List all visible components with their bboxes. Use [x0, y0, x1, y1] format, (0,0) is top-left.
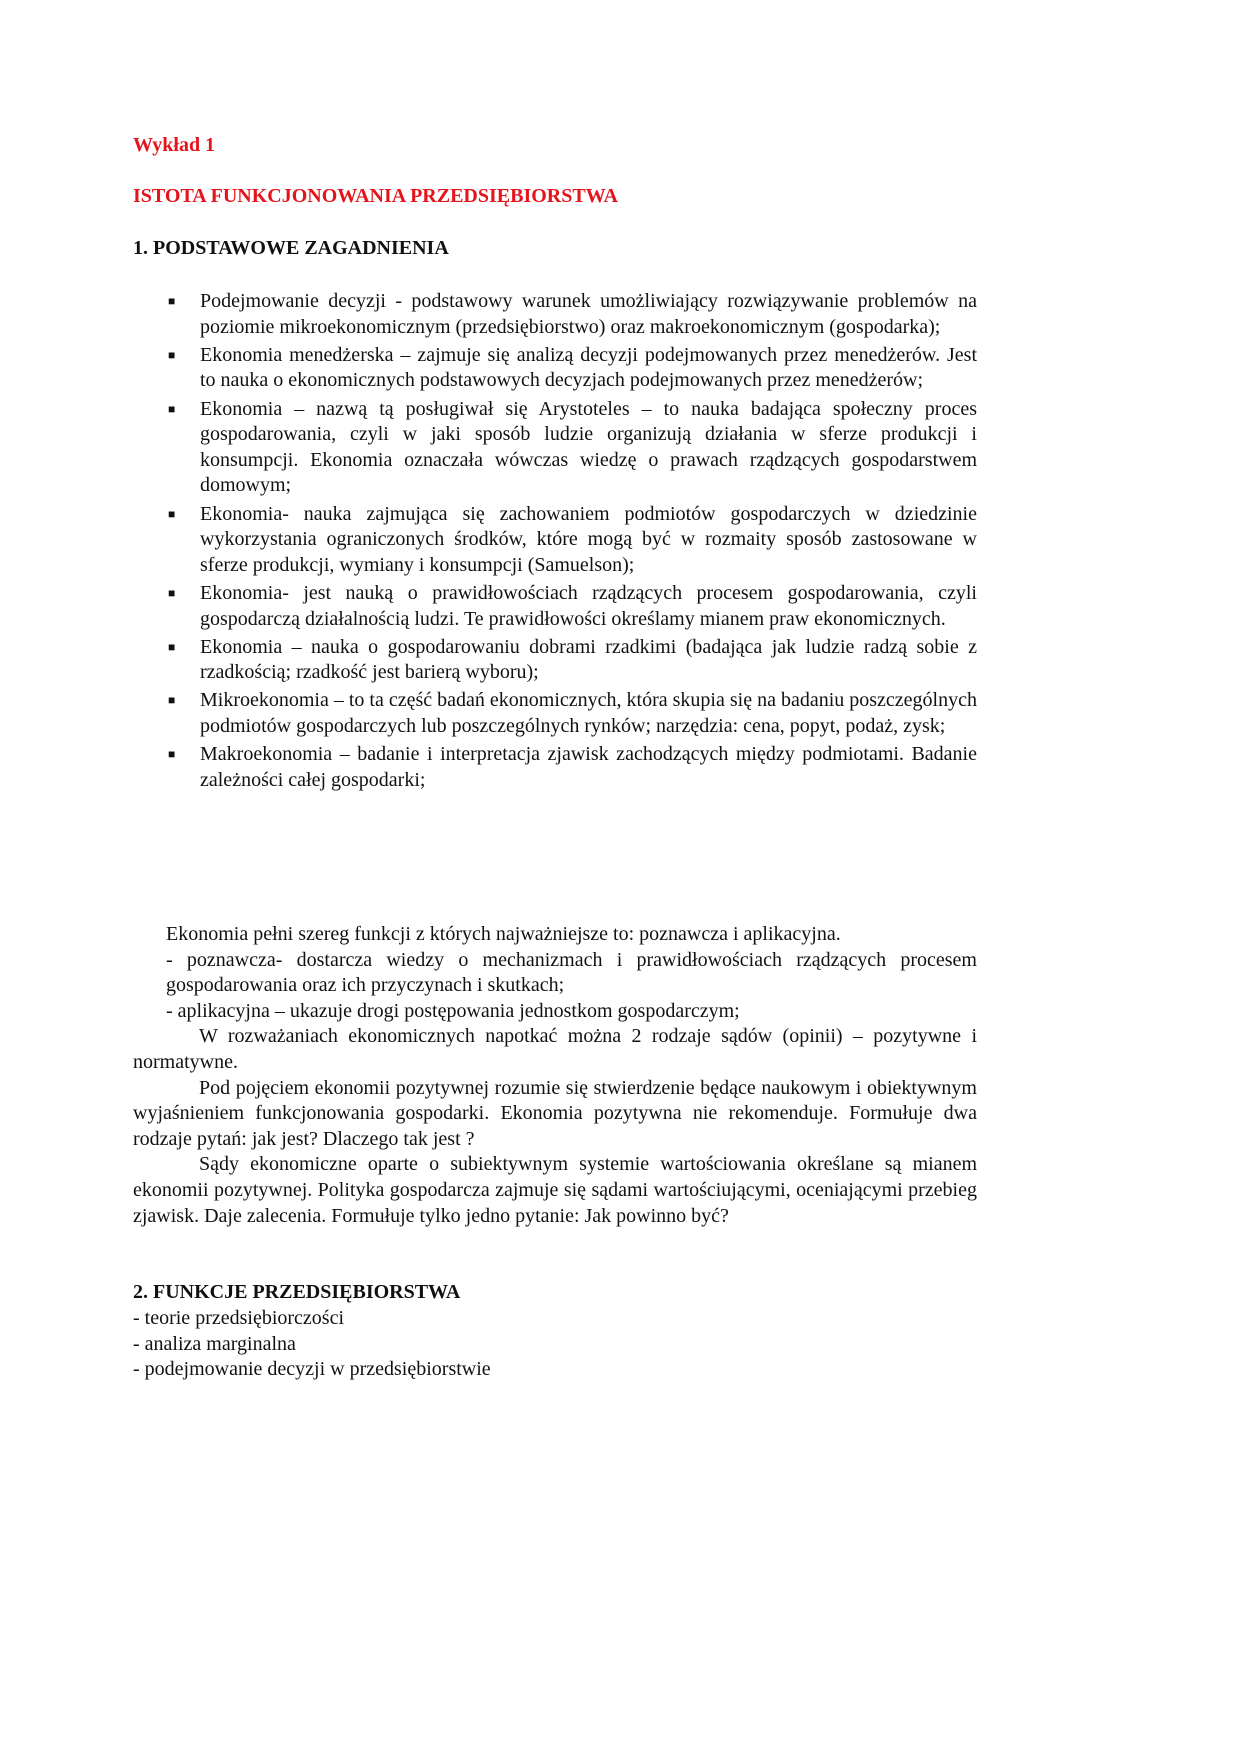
bullet-text: Podejmowanie decyzji - podstawowy warunek umożliwiający rozwiązywanie problemów na poziomie mikroekonomicznym (przedsiębiorstwo) oraz makroekonomicznym (gospodarka); — [200, 290, 977, 338]
bullet-item — [133, 502, 977, 579]
square-bullet-icon: ■ — [168, 639, 176, 654]
bullet-text: Mikroekonomia – to ta część badań ekonomicznych, która skupia się na badaniu poszczególnych podmiotów gospodarczych lub poszczególnych rynków; narzędzia: cena, popyt, podaż, zysk; — [200, 689, 977, 738]
function-poznawcza: - poznawcza- dostarcza wiedzy o mechanizmach i prawidłowościach rządzących procesem gospodarowania oraz ich przyczynach i skutkach; — [166, 948, 977, 997]
square-bullet-icon: ■ — [168, 506, 176, 521]
section-2-heading: 2. FUNKCJE PRZEDSIĘBIORSTWA — [133, 1281, 461, 1303]
section-2-item: - analiza marginalna — [133, 1332, 296, 1355]
bullet-item — [133, 397, 977, 499]
square-bullet-icon: ■ — [168, 693, 176, 708]
square-bullet-icon: ■ — [168, 585, 176, 600]
main-title: ISTOTA FUNKCJONOWANIA PRZEDSIĘBIORSTWA — [133, 185, 618, 207]
section-1-body — [133, 922, 977, 1229]
square-bullet-icon: ■ — [168, 347, 176, 362]
bullet-text: Ekonomia – nazwą tą posługiwał się Arystoteles – to nauka badająca społeczny proces gospodarowania, czyli w jaki sposób ludzie organizują działania w sferze produkcji i konsumpcji. Ekonomia oznaczała wówczas wiedzę o prawach rządzących gospodarstwem domowym; — [200, 397, 977, 497]
bullet-text: Ekonomia- jest nauką o prawidłowościach rządzących procesem gospodarowania, czyli gospodarczą działalnością ludzi. Te prawidłowości określamy mianem praw ekonomicznych. — [200, 581, 977, 630]
lecture-title: Wykład 1 — [133, 134, 216, 156]
paragraph-positive-economics: Pod pojęciem ekonomii pozytywnej rozumie się stwierdzenie będące naukowym i obiektywnym wyjaśnieniem funkcjonowania gospodarki. Ekonomia pozytywna nie rekomenduje. Formułuje dwa rodzaje pytań: jak jest? Dlaczego tak jest ? — [133, 1076, 977, 1150]
square-bullet-icon: ■ — [168, 747, 176, 762]
function-aplikacyjna: - aplikacyjna – ukazuje drogi postępowania jednostkom gospodarczym; — [166, 999, 740, 1022]
functions-block — [166, 922, 977, 1024]
square-bullet-icon: ■ — [168, 401, 176, 416]
section-1-bullet-list — [133, 289, 977, 796]
functions-intro: Ekonomia pełni szereg funkcji z których najważniejsze to: poznawcza i aplikacyjna. — [166, 923, 841, 945]
paragraph-normative-economics: Sądy ekonomiczne oparte o subiektywnym systemie wartościowania określane są mianem ekonomii pozytywnej. Polityka gospodarcza zajmuje się sądami wartościującymi, oceniającymi przebieg zjawisk. Daje zalecenia. Formułuje tylko jedno pytanie: Jak powinno być? — [133, 1153, 977, 1227]
section-2-item: - podejmowanie decyzji w przedsiębiorstwie — [133, 1358, 491, 1381]
bullet-text: Makroekonomia – badanie i interpretacja zjawisk zachodzących między podmiotami. Badanie zależności całej gospodarki; — [200, 743, 977, 791]
bullet-item — [133, 581, 977, 632]
bullet-text: Ekonomia menedżerska – zajmuje się analizą decyzji podejmowanych przez menedżerów. Jest to nauka o ekonomicznych podstawowych decyzjach podejmowanych przez menedżerów; — [200, 343, 977, 392]
bullet-text: Ekonomia- nauka zajmująca się zachowaniem podmiotów gospodarczych w dziedzinie wykorzystania ograniczonych środków, które mogą być w rozmaity sposób zastosowane w sferze produkcji, wymiany i konsumpcji (Samuelson); — [200, 502, 977, 576]
bullet-text: Ekonomia – nauka o gospodarowaniu dobrami rzadkimi (badająca jak ludzie radzą sobie z rzadkością; rzadkość jest barierą wyboru); — [200, 635, 977, 684]
square-bullet-icon: ■ — [168, 294, 176, 308]
bullet-item — [133, 635, 977, 686]
section-1-heading: 1. PODSTAWOWE ZAGADNIENIA — [133, 237, 449, 259]
bullet-item — [133, 688, 977, 739]
bullet-item — [133, 343, 977, 394]
section-2-list — [133, 1306, 977, 1383]
bullet-item — [133, 742, 977, 793]
paragraph-opinions: W rozważaniach ekonomicznych napotkać można 2 rodzaje sądów (opinii) – pozytywne i normatywne. — [133, 1025, 977, 1073]
section-2-item: - teorie przedsiębiorczości — [133, 1307, 345, 1329]
bullet-item — [133, 289, 977, 340]
